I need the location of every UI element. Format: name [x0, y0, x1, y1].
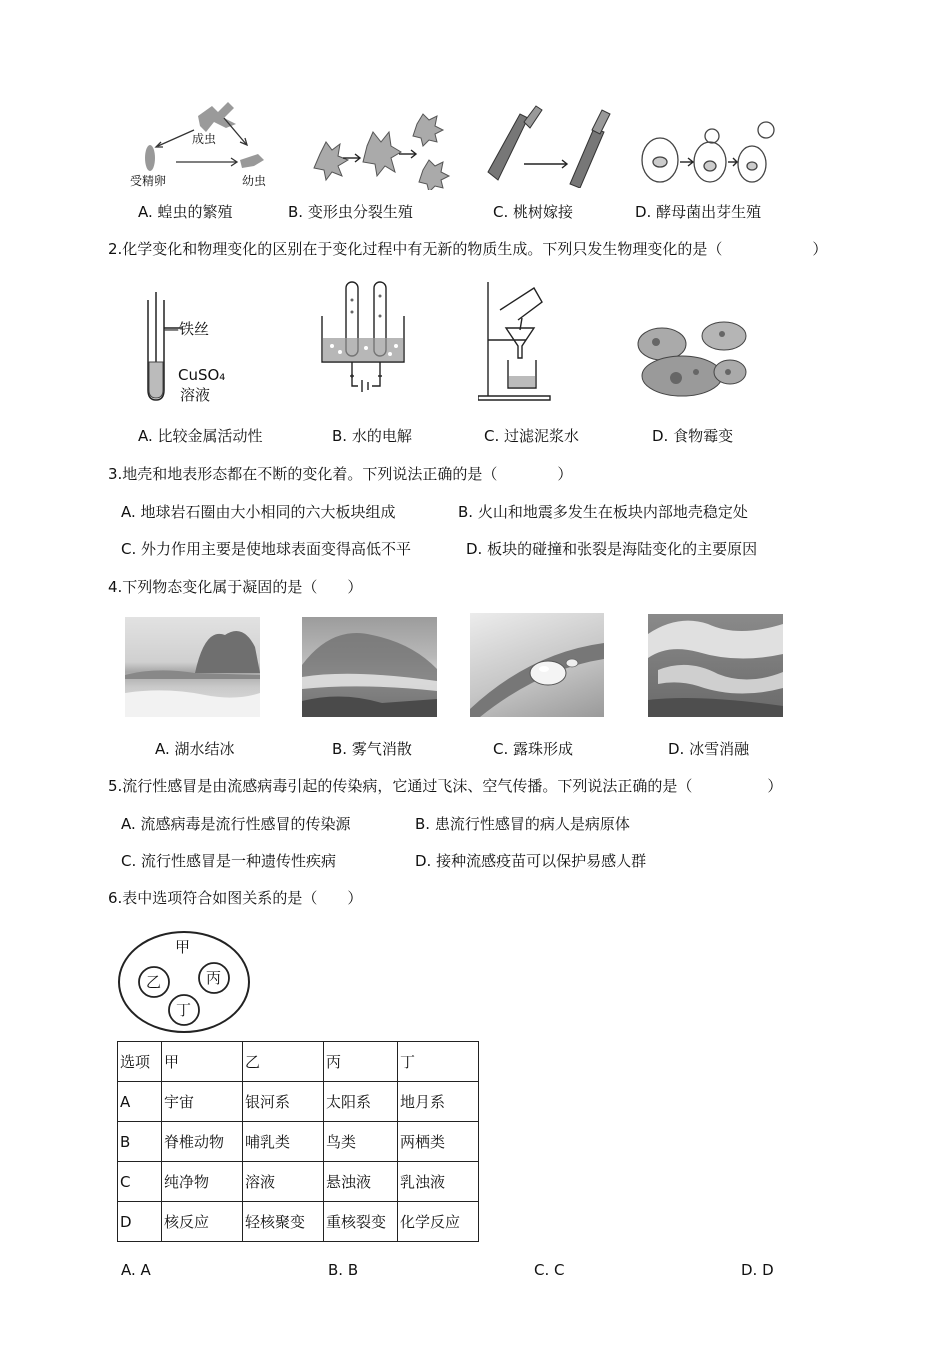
q2-option-c: C. 过滤泥浆水 — [484, 427, 580, 445]
table-row — [118, 1122, 479, 1162]
q1-option-b: B. 变形虫分裂生殖 — [288, 203, 413, 221]
diagram-label-b: 丙 — [206, 969, 222, 987]
q3-option-d: D. 板块的碰撞和张裂是海陆变化的主要原因 — [466, 540, 758, 558]
q5-option-a: A. 流感病毒是流行性感冒的传染源 — [121, 815, 351, 833]
q1-option-c: C. 桃树嫁接 — [493, 203, 574, 221]
q3-option-c: C. 外力作用主要是使地球表面变得高低不平 — [121, 540, 412, 558]
table-cell: C — [118, 1162, 162, 1202]
fog-mountain-icon — [302, 617, 437, 717]
table-row — [118, 1082, 479, 1122]
table-cell: 核反应 — [162, 1202, 243, 1242]
q2-option-b: B. 水的电解 — [332, 427, 412, 445]
melting-snow-icon — [648, 614, 783, 717]
table-row — [118, 1202, 479, 1242]
table-cell: 轻核聚变 — [243, 1202, 324, 1242]
q6-stem: 6.表中选项符合如图关系的是（ ） — [108, 889, 363, 907]
q2-stem: 2.化学变化和物理变化的区别在于变化过程中有无新的物质生成。下列只发生物理变化的是（ ） — [108, 240, 828, 258]
diagram-label-c: 丁 — [176, 1001, 192, 1019]
table-cell: B — [118, 1122, 162, 1162]
diagram-label-outer: 甲 — [175, 938, 191, 956]
test-tube-icon — [138, 290, 248, 406]
table-cell: 哺乳类 — [243, 1122, 324, 1162]
q6-option-c: C. C — [534, 1261, 565, 1279]
table-header-cell: 乙 — [243, 1042, 324, 1082]
q1-option-a: A. 蝗虫的繁殖 — [138, 203, 233, 221]
amoeba-division-icon — [305, 98, 455, 190]
q4-option-d: D. 冰雪消融 — [668, 740, 750, 758]
q4-option-a: A. 湖水结冰 — [155, 740, 235, 758]
q3-option-a: A. 地球岩石圈由大小相同的六大板块组成 — [121, 503, 396, 521]
adult-label: 成虫 — [192, 132, 217, 146]
table-cell: 重核裂变 — [324, 1202, 398, 1242]
q3-stem: 3.地壳和地表形态都在不断的变化着。下列说法正确的是（ ） — [108, 465, 573, 483]
q6-options-table — [117, 1041, 479, 1242]
nymph-label: 幼虫 — [242, 174, 267, 188]
diagram-label-a: 乙 — [146, 973, 162, 991]
q4-stem: 4.下列物态变化属于凝固的是（ ） — [108, 578, 363, 596]
set-relation-diagram — [116, 930, 252, 1036]
table-cell: 悬浊液 — [324, 1162, 398, 1202]
q2-option-a: A. 比较金属活动性 — [138, 427, 263, 445]
table-header-cell: 丁 — [398, 1042, 479, 1082]
table-cell: 溶液 — [243, 1162, 324, 1202]
q4-option-b: B. 雾气消散 — [332, 740, 412, 758]
q6-option-d: D. D — [741, 1261, 774, 1279]
q6-option-b: B. B — [328, 1261, 359, 1279]
electrolysis-icon — [318, 276, 408, 400]
solution-label: 溶液 — [180, 386, 211, 404]
q5-option-d: D. 接种流感疫苗可以保护易感人群 — [415, 852, 647, 870]
table-header-row — [118, 1042, 479, 1082]
q1-option-d: D. 酵母菌出芽生殖 — [635, 203, 762, 221]
table-cell: D — [118, 1202, 162, 1242]
yeast-budding-icon — [638, 116, 778, 190]
grafting-icon — [484, 100, 618, 188]
table-cell: 乳浊液 — [398, 1162, 479, 1202]
table-header-cell: 选项 — [118, 1042, 162, 1082]
locust-lifecycle-icon — [128, 98, 278, 190]
table-cell: 纯净物 — [162, 1162, 243, 1202]
q6-option-a: A. A — [121, 1261, 151, 1279]
table-cell: 太阳系 — [324, 1082, 398, 1122]
table-header-cell: 甲 — [162, 1042, 243, 1082]
frozen-lake-icon — [125, 617, 260, 717]
q2-option-d: D. 食物霉变 — [652, 427, 734, 445]
table-row — [118, 1162, 479, 1202]
table-cell: 两栖类 — [398, 1122, 479, 1162]
egg-label: 受精卵 — [130, 174, 167, 188]
table-cell: 宇宙 — [162, 1082, 243, 1122]
table-header-cell: 丙 — [324, 1042, 398, 1082]
q5-option-b: B. 患流行性感冒的病人是病原体 — [415, 815, 630, 833]
cuso4-label: CuSO₄ — [178, 366, 226, 384]
table-cell: 银河系 — [243, 1082, 324, 1122]
q5-stem: 5.流行性感冒是由流感病毒引起的传染病，它通过飞沫、空气传播。下列说法正确的是（ ） — [108, 777, 783, 795]
table-cell: 鸟类 — [324, 1122, 398, 1162]
iron-wire-label: —铁丝 — [164, 320, 210, 338]
filtration-icon — [478, 280, 558, 404]
table-cell: 脊椎动物 — [162, 1122, 243, 1162]
q4-option-c: C. 露珠形成 — [493, 740, 574, 758]
table-cell: 化学反应 — [398, 1202, 479, 1242]
table-cell: A — [118, 1082, 162, 1122]
q3-option-b: B. 火山和地震多发生在板块内部地壳稳定处 — [458, 503, 748, 521]
moldy-bread-icon — [636, 316, 748, 400]
q5-option-c: C. 流行性感冒是一种遗传性疾病 — [121, 852, 337, 870]
table-cell: 地月系 — [398, 1082, 479, 1122]
dew-drop-icon — [470, 613, 604, 717]
